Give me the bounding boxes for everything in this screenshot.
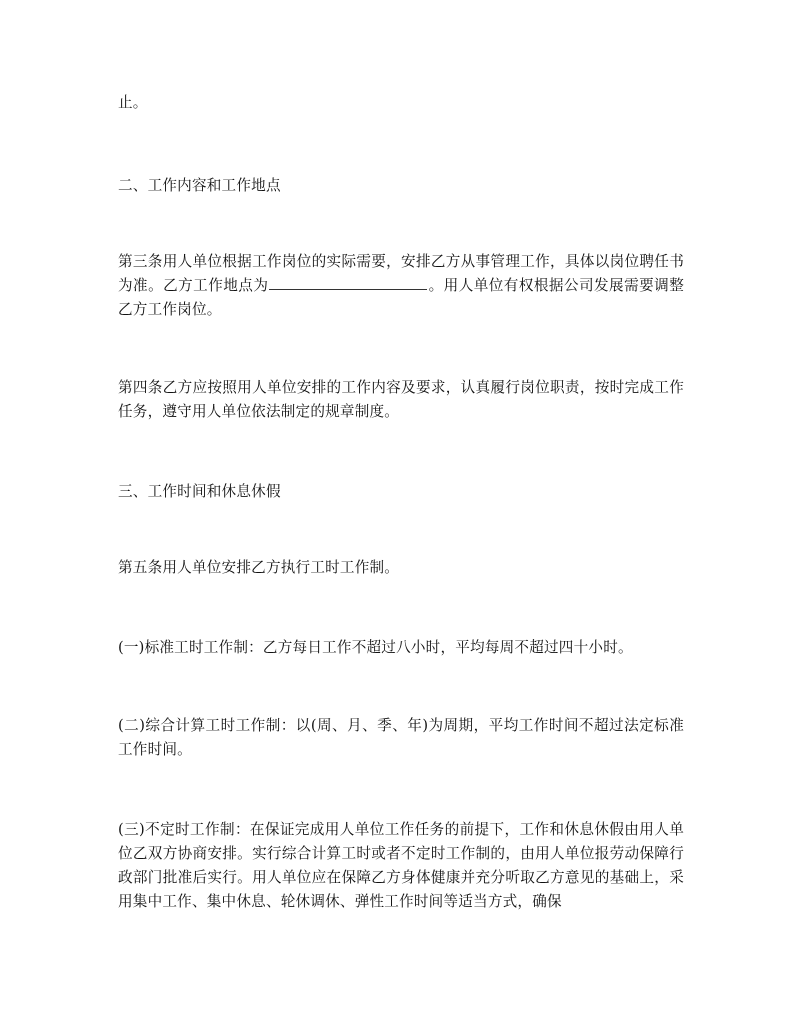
paragraph-text: 止。	[118, 94, 148, 111]
article-5	[118, 556, 684, 580]
article-5-text: 第五条用人单位安排乙方执行工时工作制。	[118, 559, 400, 576]
section-heading-working-hours	[118, 480, 684, 504]
article-3	[118, 250, 684, 322]
item-text: (二)综合计算工时工作制：以(周、月、季、年)为周期，平均工作时间不超过法定标准工作时间。	[118, 717, 684, 758]
item-comprehensive-hours	[118, 714, 684, 762]
article-4-text: 第四条乙方应按照用人单位安排的工作内容及要求，认真履行岗位职责，按时完成工作任务，遵守用人单位依法制定的规章制度。	[118, 379, 684, 420]
paragraph-continuation	[118, 91, 684, 115]
item-text: (三)不定时工作制：在保证完成用人单位工作任务的前提下，工作和休息休假由用人单位乙双方协商安排。实行综合计算工时或者不定时工作制的，由用人单位报劳动保障行政部门批准后实行。用人单位应在保障乙方身体健康并充分听取乙方意见的基础上，采用集中工作、集中休息、轮休调休、弹性工作时间等适当方式，确保	[118, 821, 684, 910]
item-text: (一)标准工时工作制：乙方每日工作不超过八小时，平均每周不超过四十小时。	[118, 639, 633, 656]
item-flexible-hours	[118, 818, 684, 914]
article-3-text-part1: 第三条用人单位根据工作岗位的实际需要，安排乙方从事管理工作，具体以岗位聘任书为准。乙方工作地点为	[118, 253, 684, 294]
work-location-blank	[269, 275, 427, 290]
heading-text: 二、工作内容和工作地点	[118, 177, 281, 194]
article-4	[118, 376, 684, 424]
section-heading-work-content	[118, 174, 684, 198]
article-3-text-part2: 。用人单位有权根据公司发展需要调整乙方工作岗位。	[118, 277, 684, 318]
item-standard-hours	[118, 636, 684, 660]
heading-text: 三、工作时间和休息休假	[118, 483, 281, 500]
